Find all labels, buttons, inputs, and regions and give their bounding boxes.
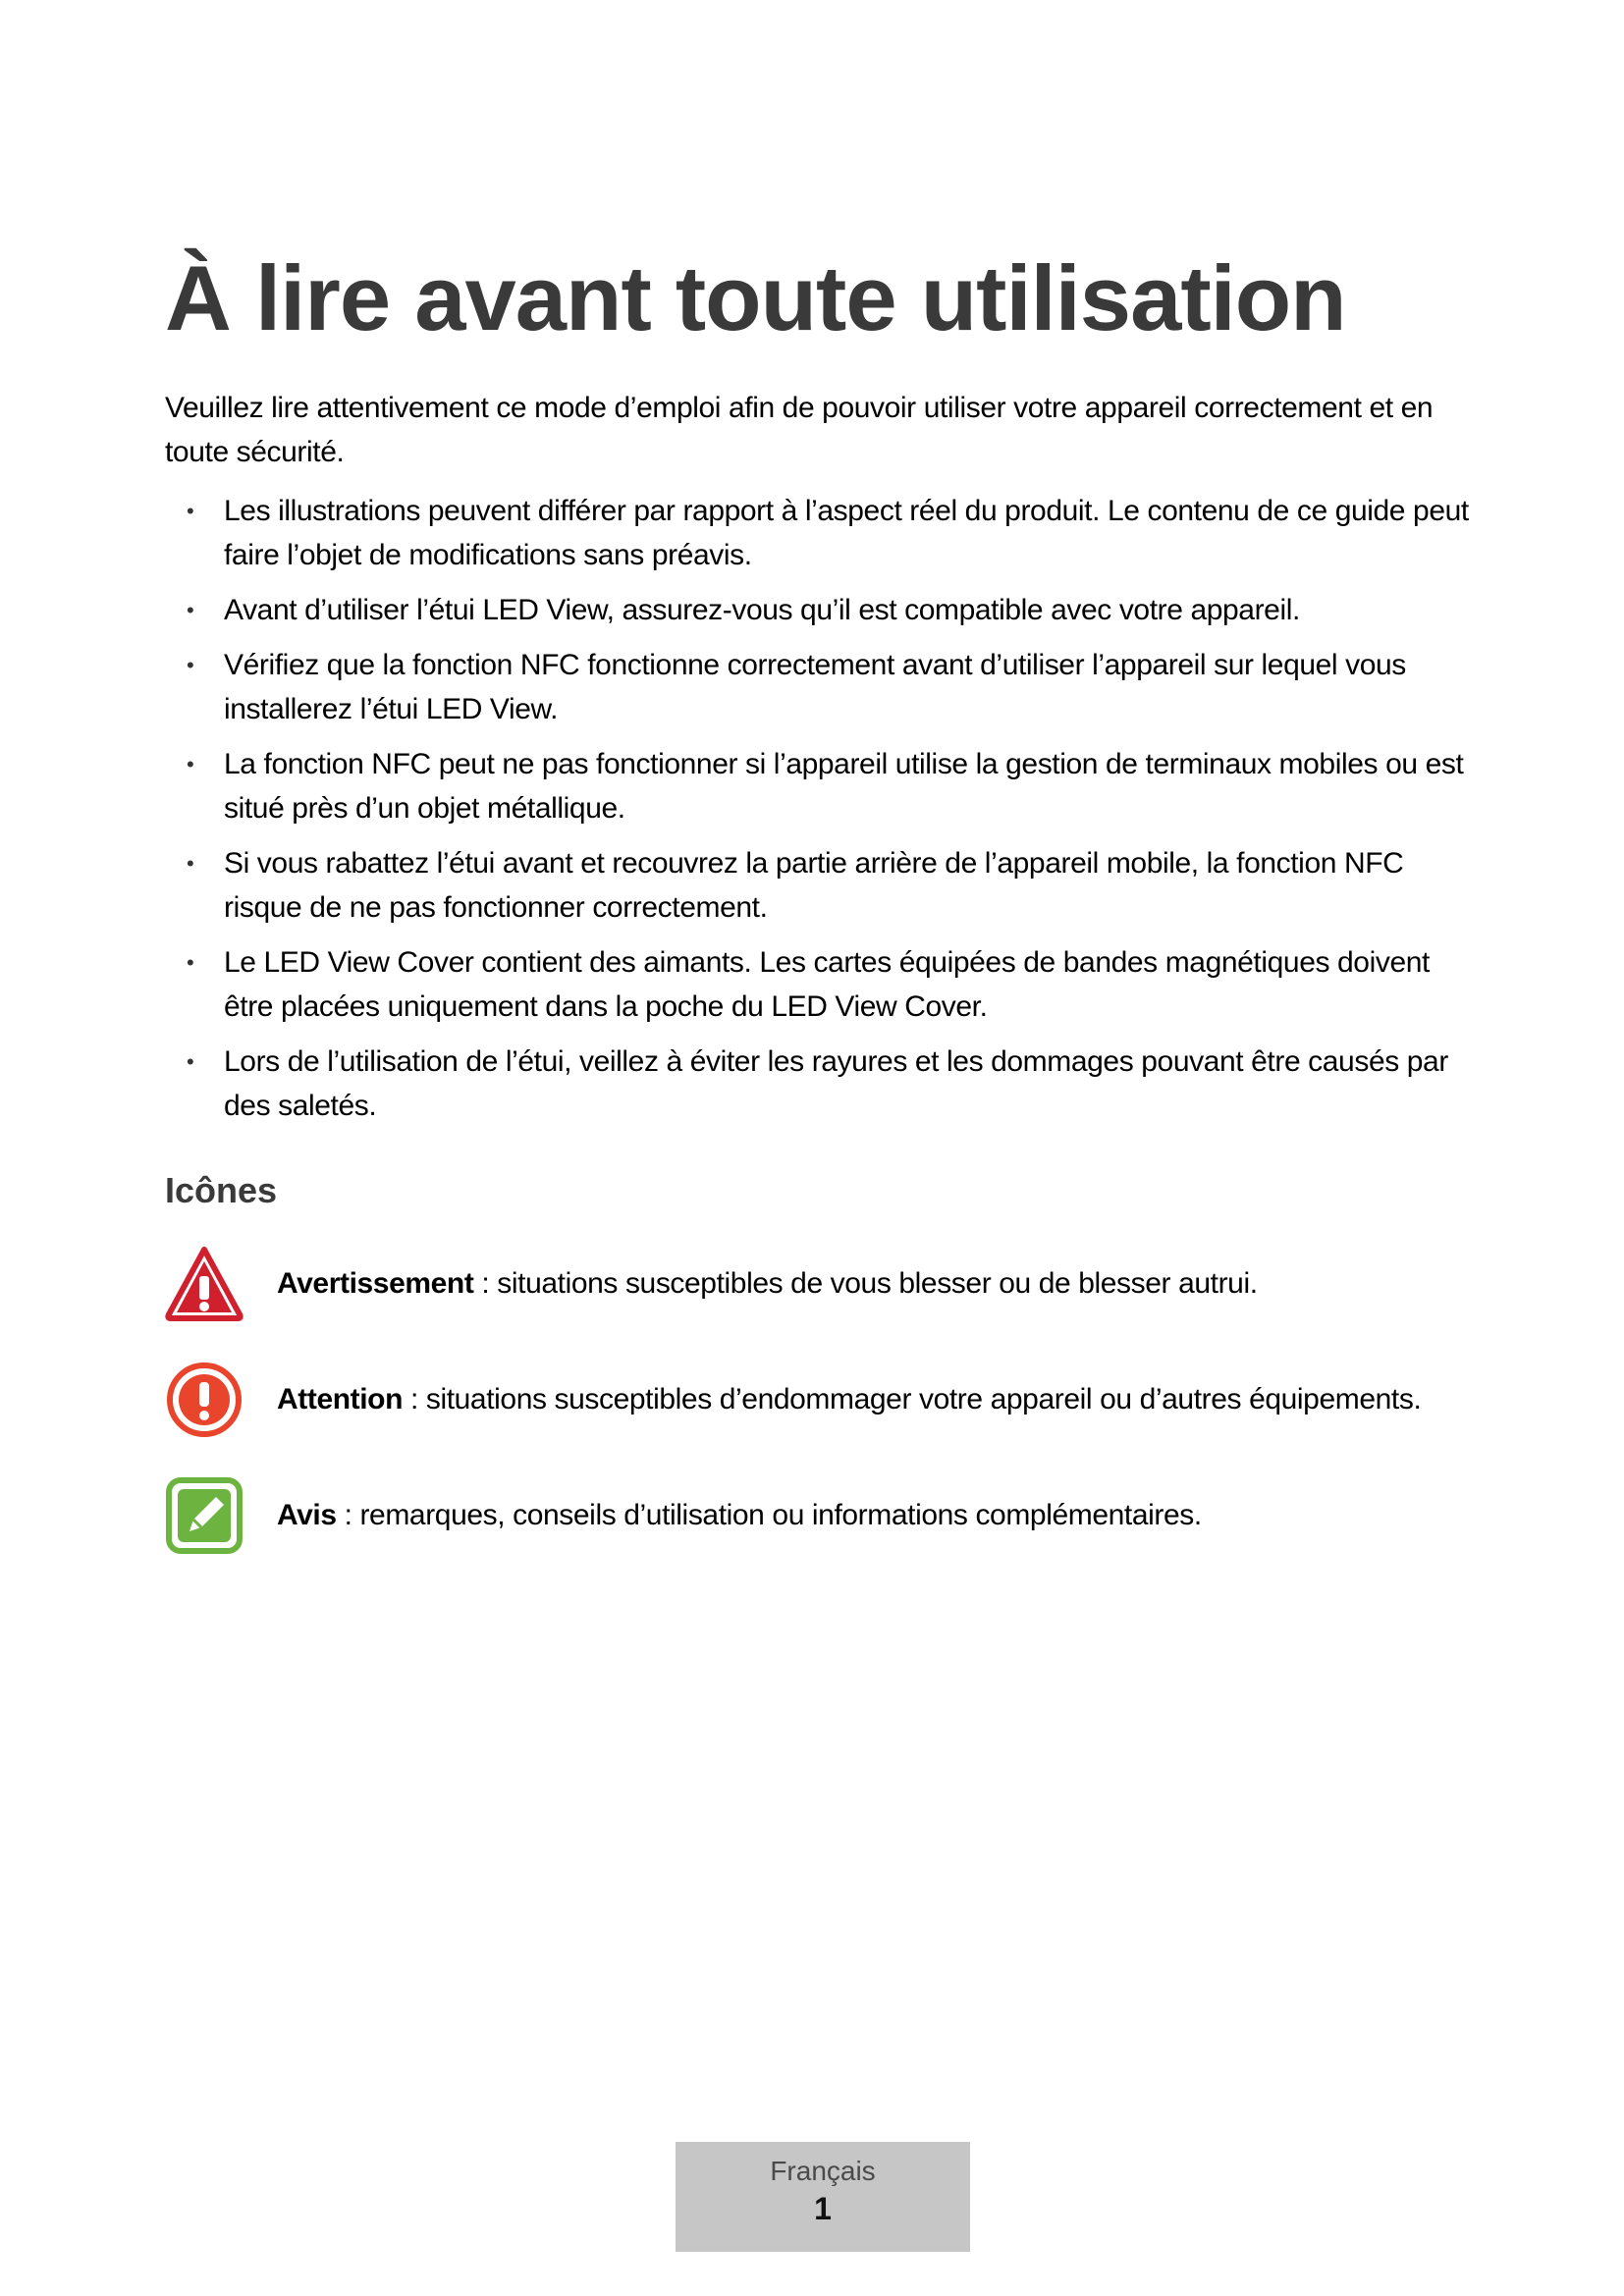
list-item: • Vérifiez que la fonction NFC fonctionne correctement avant d’utiliser l’appareil sur lequel vous installerez l’étui LED View. [165,643,1481,731]
list-item: • Le LED View Cover contient des aimants. Les cartes équipées de bandes magnétiques doivent être placées uniquement dans la poche du LED View Cover. [165,940,1481,1029]
bullet-icon: • [187,851,194,876]
icons-section-title: Icônes [165,1170,278,1210]
list-item: • Lors de l’utilisation de l’étui, veillez à éviter les rayures et les dommages pouvant être causés par des saletés. [165,1040,1481,1128]
bullet-icon: • [187,653,194,677]
page-number: 1 [814,2191,832,2226]
icon-legend-text: Avis : remarques, conseils d’utilisation ou informations complémentaires. [277,1499,1202,1531]
warning-triangle-icon [165,1245,244,1323]
bullet-icon: • [187,598,194,622]
footer-language: Français [770,2156,876,2186]
list-item: • La fonction NFC peut ne pas fonctionner si l’appareil utilise la gestion de terminaux mobiles ou est situé près d’un objet métallique. [165,742,1481,830]
list-item: • Les illustrations peuvent différer par rapport à l’aspect réel du produit. Le contenu de ce guide peut faire l’objet de modifications sans préavis. [165,489,1481,577]
note-pencil-icon [165,1476,244,1555]
list-item: • Si vous rabattez l’étui avant et recouvrez la partie arrière de l’appareil mobile, la fonction NFC risque de ne pas fonctionner correctement. [165,841,1481,930]
bullet-icon: • [187,950,194,975]
bullet-icon: • [187,1049,194,1074]
list-item: • Avant d’utiliser l’étui LED View, assurez-vous qu’il est compatible avec votre appareil. [165,588,1481,632]
icon-legend-note [165,1476,1481,1555]
intro-paragraph: Veuillez lire attentivement ce mode d’emploi afin de pouvoir utiliser votre appareil correctement et en toute sécurité. [165,392,1434,468]
precautions-list [165,489,1481,1139]
bullet-icon: • [187,499,194,523]
page-footer [676,2142,970,2252]
icon-legend-text: Attention : situations susceptibles d’endommager votre appareil ou d’autres équipements. [277,1383,1422,1415]
page-title: À lire avant toute utilisation [165,246,1346,349]
bullet-icon: • [187,752,194,776]
icon-legend-attention [165,1361,1481,1439]
caution-circle-icon [165,1361,244,1439]
icon-legend-text: Avertissement : situations susceptibles de vous blesser ou de blesser autrui. [277,1267,1258,1300]
icon-legend-warning [165,1245,1481,1323]
